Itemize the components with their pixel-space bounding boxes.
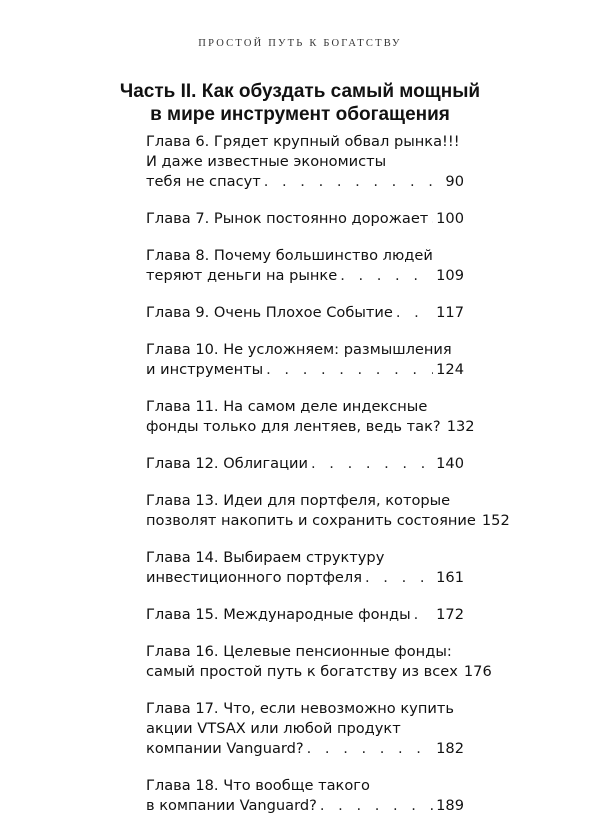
- toc-entry-line: [146, 209, 464, 229]
- dot-leader: [320, 796, 433, 816]
- toc-entry-line: [146, 548, 464, 568]
- toc-entry-text: компании Vanguard?: [146, 740, 304, 757]
- toc-page-number: 132: [446, 418, 475, 435]
- toc-page-number: 100: [436, 210, 464, 227]
- toc-page-number: 117: [436, 304, 464, 321]
- toc-entry: [146, 397, 475, 437]
- toc-entry-line: [146, 491, 464, 511]
- toc-entry-text: Глава 16. Целевые пенсионные фонды:: [146, 643, 452, 660]
- toc-page-number: 152: [481, 512, 510, 529]
- toc-entry: [146, 699, 464, 759]
- toc-entry-line: [146, 662, 492, 682]
- part-title-line-2: в мире инструмент обогащения: [150, 104, 450, 125]
- toc-entry-line: [146, 132, 464, 152]
- toc-entry-text: Глава 12. Облигации: [146, 455, 309, 472]
- toc-page-number: 172: [436, 606, 464, 623]
- toc-entry: [146, 454, 464, 474]
- dot-leader: [266, 360, 433, 380]
- toc-entry: [146, 491, 510, 531]
- toc-entry-text: инвестиционного портфеля: [146, 569, 363, 586]
- toc-entry: [146, 303, 464, 323]
- toc-entry-text: теряют деньги на рынке: [146, 267, 338, 284]
- toc-entry-line: [146, 739, 464, 759]
- toc-page-number: 161: [436, 569, 464, 586]
- running-head: ПРОСТОЙ ПУТЬ К БОГАТСТВУ: [198, 38, 402, 49]
- dot-leader: [307, 739, 434, 759]
- dot-leader: [365, 568, 433, 588]
- toc-entry-text: Глава 8. Почему большинство людей: [146, 247, 433, 264]
- toc-entry: [146, 776, 464, 816]
- toc-entry-line: [146, 172, 464, 192]
- toc-entry-text: в компании Vanguard?: [146, 797, 317, 814]
- dot-leader: [311, 454, 433, 474]
- toc-page-number: 124: [436, 361, 464, 378]
- toc-page-number: 109: [436, 267, 464, 284]
- toc-entry-line: [146, 605, 464, 625]
- toc-entry-text: самый простой путь к богатству из всех: [146, 663, 458, 680]
- toc-entry: [146, 548, 464, 588]
- toc-entry: [146, 642, 492, 682]
- toc-entry-line: [146, 360, 464, 380]
- part-title: [0, 80, 600, 126]
- toc-page-number: 189: [436, 797, 464, 814]
- toc-entry-line: [146, 719, 464, 739]
- toc-entry-text: Глава 7. Рынок постоянно дорожает: [146, 210, 429, 227]
- toc-entry-text: и инструменты: [146, 361, 264, 378]
- toc-entry-text: акции VTSAX или любой продукт: [146, 720, 401, 737]
- toc-entry-line: [146, 397, 464, 417]
- toc-page-number: 140: [436, 455, 464, 472]
- toc-page-number: 90: [445, 173, 464, 190]
- toc-entry: [146, 132, 464, 192]
- toc-page-number: 182: [436, 740, 464, 757]
- toc-entry-line: [146, 642, 464, 662]
- toc-entry-line: [146, 511, 510, 531]
- part-title-line-1: Часть II. Как обуздать самый мощный: [119, 81, 481, 102]
- toc-entry-line: [146, 246, 464, 266]
- toc-page-number: 176: [463, 663, 492, 680]
- toc-entry-text: фонды только для лентяев, ведь так?: [146, 418, 441, 435]
- toc-entry-text: Глава 17. Что, если невозможно купить: [146, 700, 454, 717]
- toc-entry-text: позволят накопить и сохранить состояние: [146, 512, 476, 529]
- toc-entry-line: [146, 303, 464, 323]
- toc-entry: [146, 605, 464, 625]
- toc-entry: [146, 246, 464, 286]
- toc-entry-text: Глава 14. Выбираем структуру: [146, 549, 385, 566]
- toc-entry-text: И даже известные экономисты: [146, 153, 387, 170]
- dot-leader: [340, 266, 433, 286]
- toc-entry-line: [146, 152, 464, 172]
- toc-entry-text: Глава 6. Грядет крупный обвал рынка!!!: [146, 133, 460, 150]
- toc-entry-line: [146, 568, 464, 588]
- toc-entry-text: Глава 10. Не усложняем: размышления: [146, 341, 452, 358]
- toc-entry-text: Глава 9. Очень Плохое Событие: [146, 304, 393, 321]
- table-of-contents: [146, 132, 510, 833]
- toc-entry-text: Глава 15. Международные фонды: [146, 606, 411, 623]
- toc-entry-line: [146, 266, 464, 286]
- toc-entry: [146, 340, 464, 380]
- toc-entry-text: Глава 11. На самом деле индексные: [146, 398, 428, 415]
- toc-entry-line: [146, 454, 464, 474]
- dot-leader: [396, 303, 433, 323]
- toc-entry-text: тебя не спасут: [146, 173, 261, 190]
- dot-leader: [264, 172, 443, 192]
- toc-entry-line: [146, 699, 464, 719]
- dot-leader: [414, 605, 433, 625]
- toc-entry-text: Глава 18. Что вообще такого: [146, 777, 370, 794]
- toc-entry-line: [146, 417, 475, 437]
- dot-leader: [431, 209, 433, 229]
- toc-entry-text: Глава 13. Идеи для портфеля, которые: [146, 492, 451, 509]
- toc-entry: [146, 209, 464, 229]
- toc-entry-line: [146, 776, 464, 796]
- toc-entry-line: [146, 340, 464, 360]
- toc-entry-line: [146, 796, 464, 816]
